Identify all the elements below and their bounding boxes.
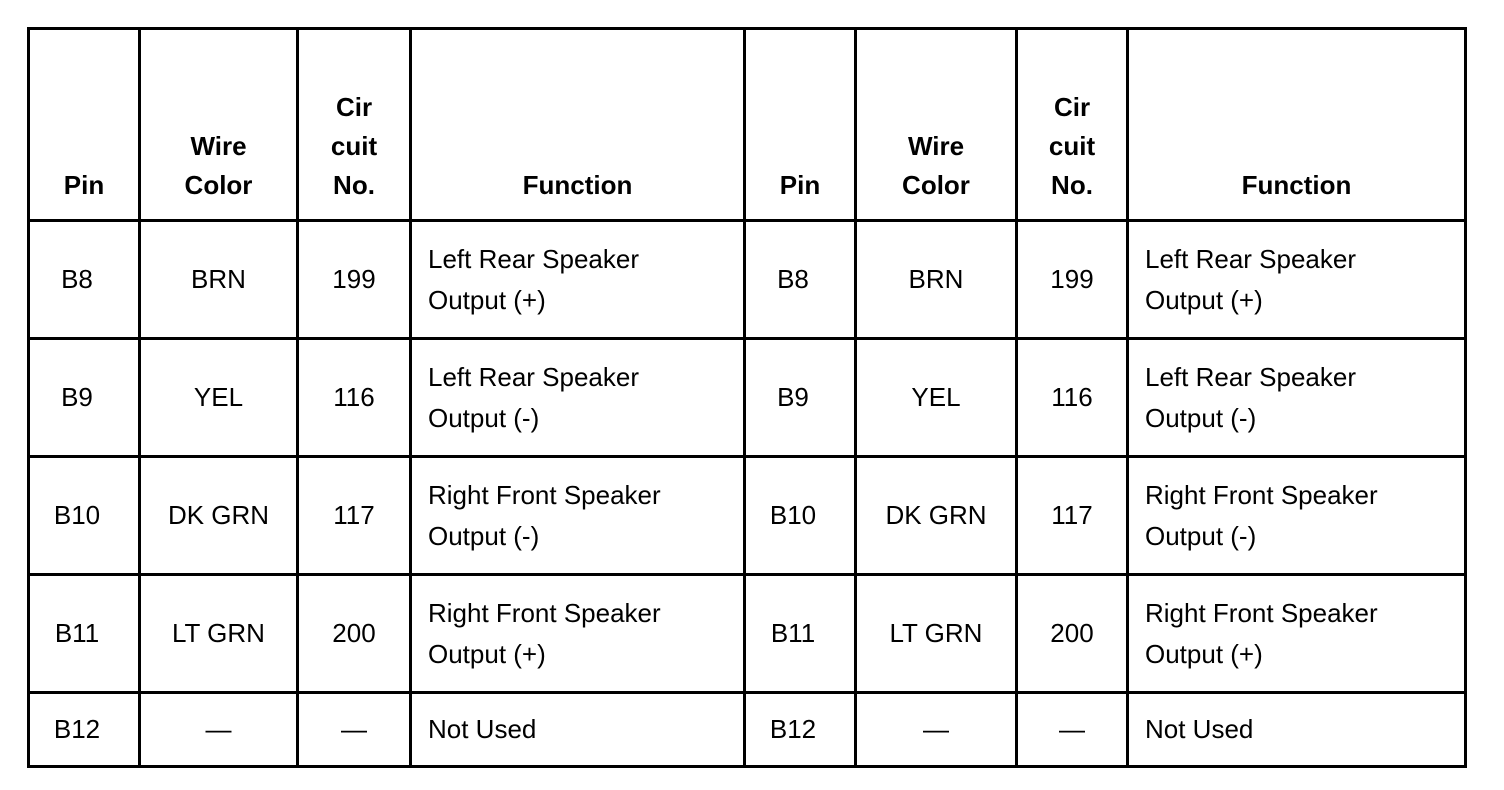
circuit-cell: 117 xyxy=(298,457,411,575)
header-function-left: Function xyxy=(411,29,745,221)
wire-color-cell: BRN xyxy=(140,221,298,339)
wire-color-cell: LT GRN xyxy=(856,575,1017,693)
function-cell: Not Used xyxy=(1128,693,1466,767)
circuit-cell: 116 xyxy=(298,339,411,457)
wire-color-cell: DK GRN xyxy=(856,457,1017,575)
wire-color-cell: LT GRN xyxy=(140,575,298,693)
function-cell: Left Rear Speaker Output (-) xyxy=(1128,339,1466,457)
function-cell: Right Front Speaker Output (+) xyxy=(1128,575,1466,693)
circuit-cell: — xyxy=(298,693,411,767)
table-row xyxy=(29,693,1466,767)
function-cell: Left Rear Speaker Output (+) xyxy=(1128,221,1466,339)
table-row xyxy=(29,575,1466,693)
wire-color-cell: — xyxy=(140,693,298,767)
table-row xyxy=(29,221,1466,339)
pin-cell: B11 xyxy=(29,575,140,693)
header-circuit-left: Cir cuit No. xyxy=(298,29,411,221)
function-cell: Right Front Speaker Output (-) xyxy=(1128,457,1466,575)
circuit-cell: 199 xyxy=(1017,221,1128,339)
pin-cell: B9 xyxy=(745,339,856,457)
circuit-cell: — xyxy=(1017,693,1128,767)
wire-color-cell: YEL xyxy=(856,339,1017,457)
pin-cell: B12 xyxy=(29,693,140,767)
pin-cell: B10 xyxy=(29,457,140,575)
header-circuit-right: Cir cuit No. xyxy=(1017,29,1128,221)
table-row xyxy=(29,339,1466,457)
header-pin-left: Pin xyxy=(29,29,140,221)
pin-cell: B8 xyxy=(745,221,856,339)
function-cell: Right Front Speaker Output (-) xyxy=(411,457,745,575)
pin-cell: B8 xyxy=(29,221,140,339)
function-cell: Left Rear Speaker Output (-) xyxy=(411,339,745,457)
wire-color-cell: BRN xyxy=(856,221,1017,339)
table-row xyxy=(29,457,1466,575)
header-wire-color-right: Wire Color xyxy=(856,29,1017,221)
wire-color-cell: YEL xyxy=(140,339,298,457)
pin-cell: B12 xyxy=(745,693,856,767)
header-wire-color-left: Wire Color xyxy=(140,29,298,221)
pin-cell: B11 xyxy=(745,575,856,693)
function-cell: Left Rear Speaker Output (+) xyxy=(411,221,745,339)
circuit-cell: 116 xyxy=(1017,339,1128,457)
circuit-cell: 200 xyxy=(1017,575,1128,693)
pin-cell: B9 xyxy=(29,339,140,457)
pin-cell: B10 xyxy=(745,457,856,575)
wire-color-cell: DK GRN xyxy=(140,457,298,575)
function-cell: Right Front Speaker Output (+) xyxy=(411,575,745,693)
circuit-cell: 117 xyxy=(1017,457,1128,575)
wire-color-cell: — xyxy=(856,693,1017,767)
function-cell: Not Used xyxy=(411,693,745,767)
connector-pinout-table xyxy=(27,27,1467,768)
header-row xyxy=(29,29,1466,221)
circuit-cell: 200 xyxy=(298,575,411,693)
header-pin-right: Pin xyxy=(745,29,856,221)
circuit-cell: 199 xyxy=(298,221,411,339)
header-function-right: Function xyxy=(1128,29,1466,221)
